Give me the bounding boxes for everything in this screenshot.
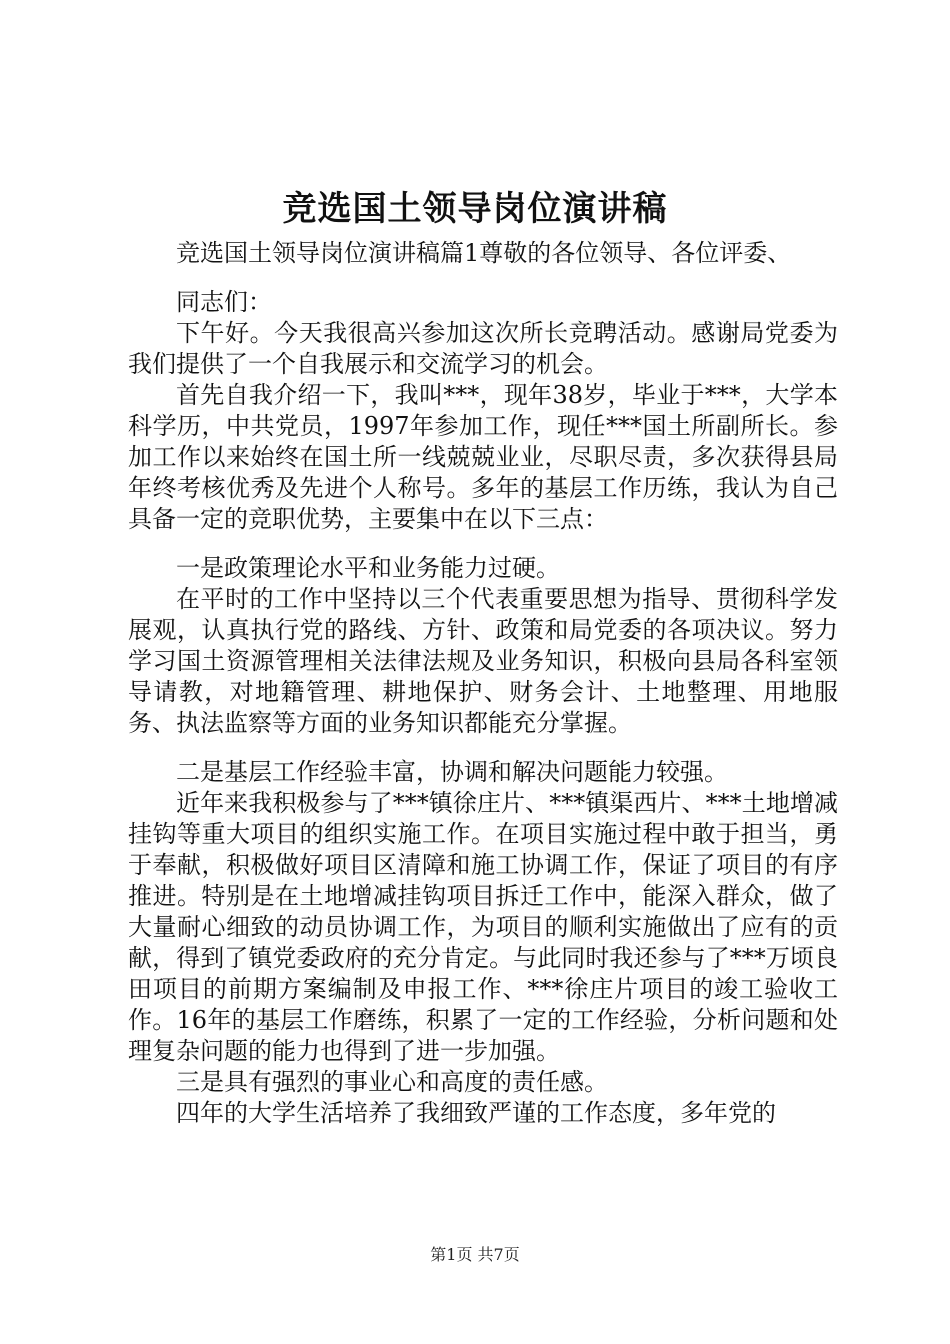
document-title: 竞选国土领导岗位演讲稿 bbox=[282, 189, 668, 229]
paragraph-self-introduction: 首先自我介绍一下，我叫***，现年38岁，毕业于***，大学本科学历，中共党员，1997年参加工作，现任***国土所副所长。参加工作以来始终在国土所一线兢兢业业，尽职尽责，多次获得县局年终考核优秀及先进个人称号。多年的基层工作历练，我认为自己具备一定的竞职优势，主要集中在以下三点： bbox=[128, 381, 838, 533]
paragraph-point-one-body: 在平时的工作中坚持以三个代表重要思想为指导、贯彻科学发展观，认真执行党的路线、方针、政策和局党委的各项决议。努力学习国土资源管理相关法律法规及业务知识，积极向县局各科室领导请教，对地籍管理、耕地保护、财务会计、土地整理、用地服务、执法监察等方面的业务知识都能充分掌握。 bbox=[128, 585, 838, 737]
paragraph-salutation: 同志们： bbox=[176, 288, 272, 316]
paragraph-point-two-heading: 二是基层工作经验丰富，协调和解决问题能力较强。 bbox=[176, 758, 728, 786]
paragraph-intro: 竞选国土领导岗位演讲稿篇1尊敬的各位领导、各位评委、 bbox=[176, 239, 792, 267]
paragraph-greeting: 下午好。今天我很高兴参加这次所长竞聘活动。感谢局党委为我们提供了一个自我展示和交流学习的机会。 bbox=[128, 319, 838, 378]
paragraph-point-three-heading: 三是具有强烈的事业心和高度的责任感。 bbox=[176, 1068, 608, 1096]
document-body bbox=[128, 238, 838, 1129]
paragraph-point-one-heading: 一是政策理论水平和业务能力过硬。 bbox=[176, 554, 560, 582]
page-number-footer: 第1页 共7页 bbox=[430, 1245, 520, 1264]
paragraph-point-two-body: 近年来我积极参与了***镇徐庄片、***镇渠西片、***土地增减挂钩等重大项目的组织实施工作。在项目实施过程中敢于担当，勇于奉献，积极做好项目区清障和施工协调工作，保证了项目的有序推进。特别是在土地增减挂钩项目拆迁工作中，能深入群众，做了大量耐心细致的动员协调工作，为项目的顺利实施做出了应有的贡献，得到了镇党委政府的充分肯定。与此同时我还参与了***万顷良田项目的前期方案编制及申报工作、***徐庄片项目的竣工验收工作。16年的基层工作磨练，积累了一定的工作经验，分析问题和处理复杂问题的能力也得到了进一步加强。 bbox=[128, 789, 838, 1065]
paragraph-point-three-body: 四年的大学生活培养了我细致严谨的工作态度，多年党的 bbox=[176, 1099, 776, 1127]
